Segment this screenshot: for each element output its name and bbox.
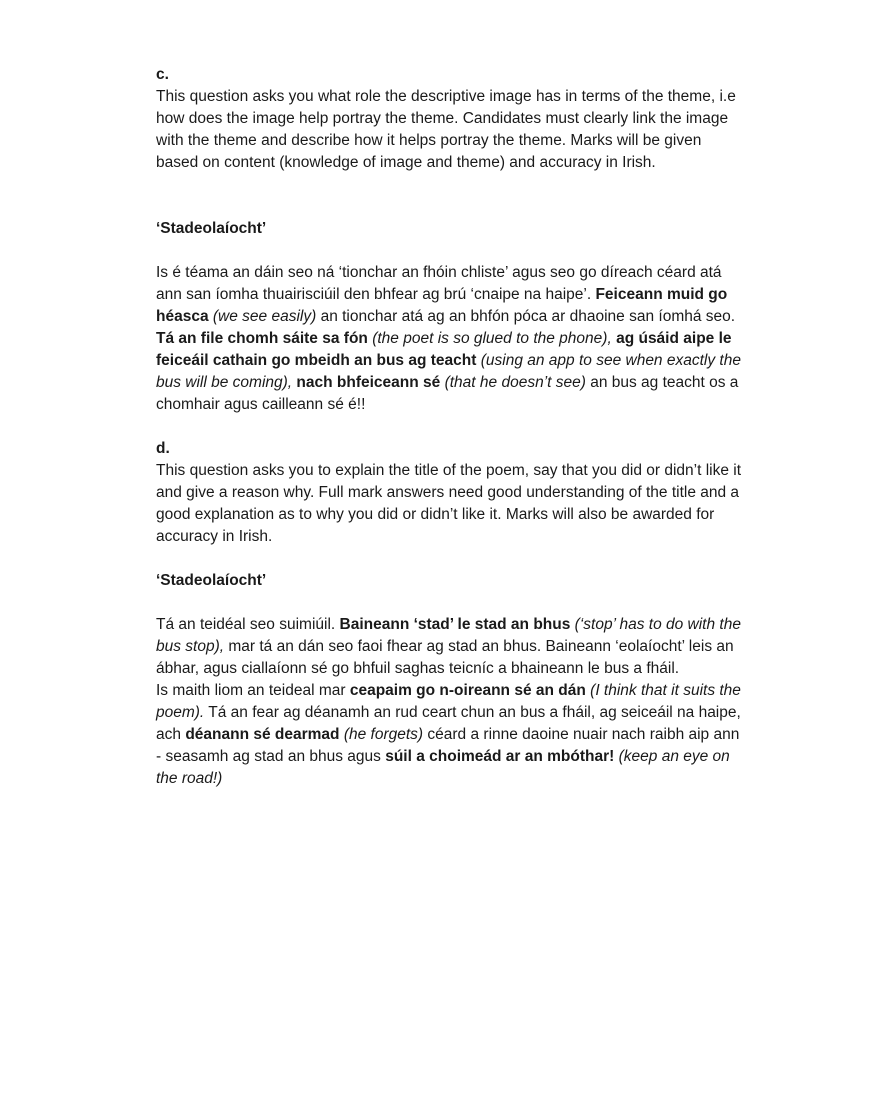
bold-phrase: ceapaim go n-oireann sé an dán [349,682,586,699]
italic-translation: (using an app to see when exactly the bus will be coming), [156,352,741,391]
spacer [156,592,746,614]
bold-phrase: ag úsáid aipe le feiceáil cathain go mbeidh an bus ag teacht [156,330,732,369]
bold-phrase: nach bhfeiceann sé [296,374,441,391]
section-d-label: d. [156,440,170,457]
bold-phrase: Feiceann muid go héasca [156,286,728,325]
italic-translation: (that he doesn’t see) [444,374,586,391]
text-run: Tá an fear ag déanamh an rud ceart chun an bus a fháil, ag seiceáil na haipe, ach [156,704,741,743]
section-d-instructions: This question asks you to explain the title of the poem, say that you did or didn’t like it and give a reason why. Full mark answers need good understanding of the title and a good explanation as to why you did or didn’t like it. Marks will also be awarded for accuracy in Irish. [156,462,742,545]
italic-translation: (he forgets) [343,726,424,743]
italic-translation: (the poet is so glued to the phone), [372,330,612,347]
text-run: an tionchar atá ag an bhfón póca ar dhaoine san íomhá seo. [316,308,736,325]
text-run: an bus ag teacht os a chomhair agus cailleann sé é!! [156,374,739,413]
section-d-answer-paragraph-1 [156,614,746,680]
text-run: céard a rinne daoine nuair nach raibh aip ann - seasamh ag stad an bhus agus [156,726,740,765]
italic-translation: (‘stop’ has to do with the bus stop), [156,616,741,655]
section-d-poem-title: ‘Stadeolaíocht’ [156,572,267,589]
bold-phrase: déanann sé dearmad [185,726,340,743]
text-run: Is maith liom an teideal mar [156,682,350,699]
spacer [156,240,746,262]
document-page [156,64,746,790]
section-c-poem-title: ‘Stadeolaíocht’ [156,220,267,237]
section-c-instructions: This question asks you what role the descriptive image has in terms of the theme, i.e how does the image help portray the theme. Candidates must clearly link the image with the theme and describe how it helps portray the theme. Marks will be given based on content (knowledge of image and theme) and accuracy in Irish. [156,88,736,171]
bold-phrase: Baineann ‘stad’ le stad an bhus [339,616,571,633]
spacer [156,174,746,218]
italic-translation: (keep an eye on the road!) [156,748,730,787]
bold-phrase: súil a choimeád ar an mbóthar! [385,748,615,765]
spacer [156,416,746,438]
section-c-label: c. [156,66,169,83]
italic-translation: (I think that it suits the poem). [156,682,741,721]
section-d-answer-paragraph-2 [156,680,746,790]
section-c-answer [156,262,746,416]
italic-translation: (we see easily) [212,308,317,325]
text-run: Is é téama an dáin seo ná ‘tionchar an fhóin chliste’ agus seo go díreach céard atá ann san íomha thuairisciúil den bhfear ag brú ‘cnaipe na haipe’. [156,264,722,303]
bold-phrase: Tá an file chomh sáite sa fón [156,330,368,347]
text-run: Tá an teidéal seo suimiúil. [156,616,340,633]
text-run: mar tá an dán seo faoi fhear ag stad an bhus. Baineann ‘eolaíocht’ leis an ábhar, agus ciallaíonn sé go bhfuil saghas teicníc a bhaineann le bus a fháil. [156,638,734,677]
spacer [156,548,746,570]
